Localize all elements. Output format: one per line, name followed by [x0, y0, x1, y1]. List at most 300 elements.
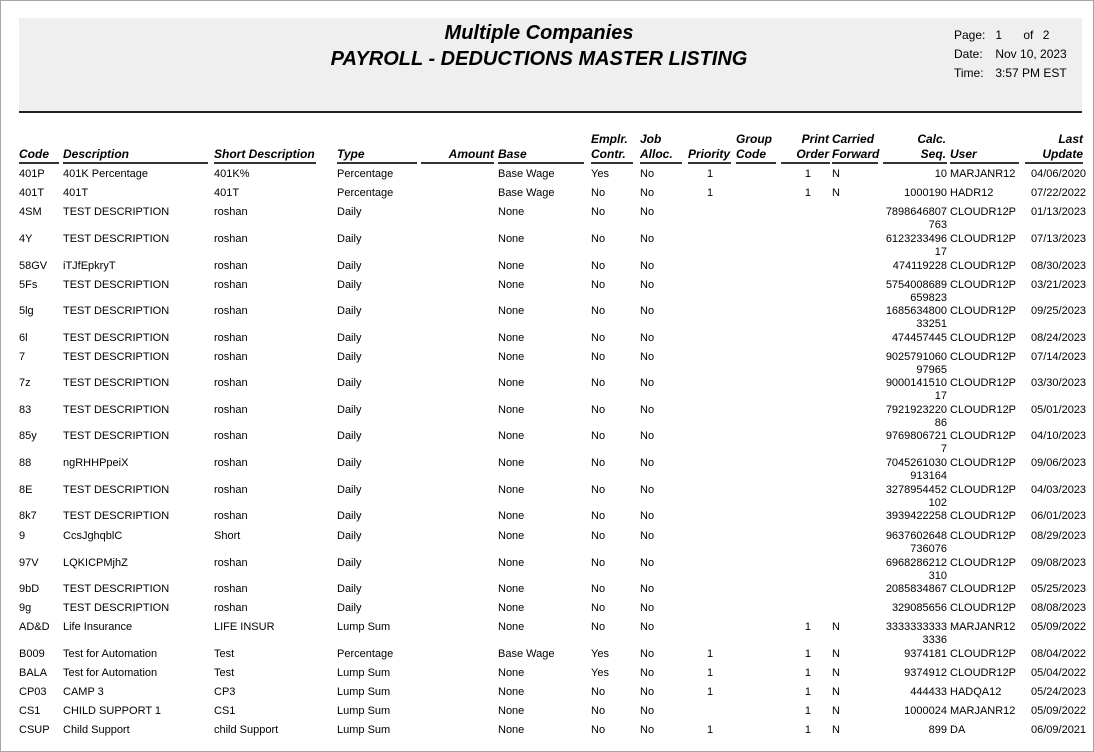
cell-code: 9bD	[19, 583, 40, 595]
cell-description: TEST DESCRIPTION	[63, 583, 170, 595]
table-row	[1, 667, 1094, 680]
cell-seq: 3278954452	[885, 484, 947, 496]
cell-type: Daily	[337, 260, 362, 272]
cell-seq: 474119228	[892, 260, 947, 272]
cell-base: Base Wage	[498, 168, 555, 180]
cell-base: None	[498, 557, 525, 569]
cell-code: 401T	[19, 187, 45, 199]
cell-description: Child Support	[63, 724, 130, 736]
cell-base: None	[498, 279, 525, 291]
col-base: Base	[498, 147, 527, 161]
cell-job: No	[640, 686, 655, 698]
cell-empl: No	[591, 602, 606, 614]
cell-short: LIFE INSUR	[214, 621, 275, 633]
cell-base: None	[498, 260, 525, 272]
cell-type: Daily	[337, 557, 362, 569]
cell-user: CLOUDR12P	[950, 351, 1017, 363]
cell-type: Daily	[337, 457, 362, 469]
cell-type: Daily	[337, 530, 362, 542]
cell-code: 401P	[19, 168, 45, 180]
cell-short: roshan	[214, 305, 248, 317]
cell-updated: 08/08/2023	[1031, 602, 1087, 614]
cell-job: No	[640, 279, 655, 291]
cell-description: CHILD SUPPORT 1	[63, 705, 162, 717]
cell-short: roshan	[214, 233, 248, 245]
cell-code: 88	[19, 457, 32, 469]
cell-short: CP3	[214, 686, 236, 698]
cell-empl: No	[591, 557, 606, 569]
cell-job: No	[640, 430, 655, 442]
cell-job: No	[640, 557, 655, 569]
cell-code: 7z	[19, 377, 31, 389]
cell-updated: 06/01/2023	[1031, 510, 1087, 522]
cell-description: TEST DESCRIPTION	[63, 377, 170, 389]
cell-empl: No	[591, 583, 606, 595]
cell-job: No	[640, 168, 655, 180]
report-title: PAYROLL - DEDUCTIONS MASTER LISTING	[330, 48, 748, 70]
col-carried-forward: Carried Forward	[832, 132, 880, 161]
cell-job: No	[640, 667, 655, 679]
table-row	[1, 260, 1094, 273]
cell-code: 97V	[19, 557, 39, 569]
cell-job: No	[640, 351, 655, 363]
cell-carried: N	[832, 724, 840, 736]
cell-priority: 1	[707, 667, 714, 679]
cell-user: CLOUDR12P	[950, 602, 1017, 614]
cell-base: None	[498, 233, 525, 245]
cell-short: 401T	[214, 187, 240, 199]
cell-seq-continued: 7	[940, 443, 947, 455]
table-row	[1, 530, 1094, 555]
cell-base: None	[498, 667, 525, 679]
report-date: Nov 10, 2023	[995, 47, 1067, 61]
cell-updated: 08/30/2023	[1031, 260, 1087, 272]
cell-user: HADQA12	[950, 686, 1002, 698]
table-row	[1, 648, 1094, 661]
total-pages: 2	[1042, 28, 1050, 42]
cell-type: Daily	[337, 332, 362, 344]
cell-user: CLOUDR12P	[950, 279, 1017, 291]
col-type: Type	[337, 147, 365, 161]
cell-type: Daily	[337, 430, 362, 442]
cell-short: roshan	[214, 557, 248, 569]
cell-updated: 01/13/2023	[1031, 206, 1087, 218]
cell-description: TEST DESCRIPTION	[63, 305, 170, 317]
cell-job: No	[640, 377, 655, 389]
cell-print: 1	[804, 621, 811, 633]
cell-short: child Support	[214, 724, 279, 736]
cell-code: 9	[19, 530, 26, 542]
cell-seq: 3333333333	[885, 621, 947, 633]
cell-seq: 899	[928, 724, 947, 736]
cell-seq-continued: 310	[928, 570, 947, 582]
cell-job: No	[640, 233, 655, 245]
cell-user: CLOUDR12P	[950, 457, 1017, 469]
cell-updated: 09/08/2023	[1031, 557, 1087, 569]
cell-empl: No	[591, 332, 606, 344]
cell-updated: 08/24/2023	[1031, 332, 1087, 344]
cell-empl: Yes	[591, 648, 609, 660]
report-meta	[954, 26, 1067, 83]
cell-empl: No	[591, 530, 606, 542]
table-row	[1, 305, 1094, 330]
col-empl-contr: Emplr. Contr.	[591, 132, 628, 161]
cell-user: HADR12	[950, 187, 994, 199]
cell-short: Short	[214, 530, 241, 542]
cell-updated: 07/13/2023	[1031, 233, 1087, 245]
cell-code: 5lg	[19, 305, 34, 317]
cell-user: CLOUDR12P	[950, 667, 1017, 679]
cell-updated: 05/25/2023	[1031, 583, 1087, 595]
cell-job: No	[640, 187, 655, 199]
cell-carried: N	[832, 648, 840, 660]
cell-seq-continued: 763	[928, 219, 947, 231]
cell-seq-continued: 17	[934, 246, 947, 258]
cell-seq: 9374181	[904, 648, 947, 660]
table-row	[1, 206, 1094, 231]
cell-empl: No	[591, 377, 606, 389]
cell-user: CLOUDR12P	[950, 430, 1017, 442]
cell-base: None	[498, 457, 525, 469]
cell-description: TEST DESCRIPTION	[63, 602, 170, 614]
cell-empl: No	[591, 305, 606, 317]
cell-code: 8k7	[19, 510, 37, 522]
cell-seq: 9025791060	[885, 351, 947, 363]
cell-print: 1	[804, 667, 811, 679]
col-amount: Amount	[448, 147, 494, 161]
cell-base: None	[498, 404, 525, 416]
cell-description: TEST DESCRIPTION	[63, 430, 170, 442]
cell-user: CLOUDR12P	[950, 260, 1017, 272]
cell-empl: No	[591, 279, 606, 291]
cell-description: TEST DESCRIPTION	[63, 484, 170, 496]
col-print-order: Print Order	[796, 132, 829, 161]
cell-seq: 444433	[910, 686, 947, 698]
cell-description: CcsJghqblC	[63, 530, 123, 542]
cell-job: No	[640, 583, 655, 595]
cell-description: TEST DESCRIPTION	[63, 332, 170, 344]
cell-description: 401T	[63, 187, 89, 199]
cell-short: roshan	[214, 260, 248, 272]
cell-updated: 03/30/2023	[1031, 377, 1087, 389]
cell-user: CLOUDR12P	[950, 206, 1017, 218]
company-name: Multiple Companies	[444, 22, 634, 44]
cell-empl: No	[591, 260, 606, 272]
cell-short: roshan	[214, 404, 248, 416]
cell-empl: No	[591, 404, 606, 416]
cell-description: TEST DESCRIPTION	[63, 510, 170, 522]
col-job-alloc: Job Alloc.	[640, 132, 673, 161]
cell-description: iTJfEpkryT	[63, 260, 116, 272]
cell-updated: 04/03/2023	[1031, 484, 1087, 496]
cell-seq: 6968286212	[885, 557, 947, 569]
cell-seq: 3939422258	[885, 510, 947, 522]
cell-description: TEST DESCRIPTION	[63, 351, 170, 363]
cell-updated: 04/06/2020	[1031, 168, 1087, 180]
table-row	[1, 602, 1094, 615]
cell-updated: 05/04/2022	[1031, 667, 1087, 679]
col-priority: Priority	[688, 147, 731, 161]
page-number: 1	[995, 28, 1003, 42]
cell-seq-continued: 33251	[916, 318, 947, 330]
cell-seq: 9000141510	[885, 377, 947, 389]
cell-print: 1	[804, 648, 811, 660]
cell-user: CLOUDR12P	[950, 233, 1017, 245]
table-row	[1, 510, 1094, 523]
cell-job: No	[640, 648, 655, 660]
cell-updated: 08/04/2022	[1031, 648, 1087, 660]
cell-empl: No	[591, 686, 606, 698]
time-info	[954, 64, 1067, 83]
cell-seq-continued: 17	[934, 390, 947, 402]
cell-base: None	[498, 206, 525, 218]
cell-short: CS1	[214, 705, 236, 717]
report-header	[19, 18, 1082, 113]
cell-short: roshan	[214, 351, 248, 363]
col-calc-seq: Calc. Seq.	[917, 132, 946, 161]
cell-print: 1	[804, 686, 811, 698]
cell-base: None	[498, 621, 525, 633]
cell-priority: 1	[707, 168, 714, 180]
table-row	[1, 279, 1094, 304]
cell-job: No	[640, 724, 655, 736]
cell-base: None	[498, 530, 525, 542]
cell-user: MARJANR12	[950, 621, 1016, 633]
cell-carried: N	[832, 187, 840, 199]
report-time: 3:57 PM EST	[995, 66, 1067, 80]
cell-code: 6l	[19, 332, 28, 344]
cell-short: roshan	[214, 457, 248, 469]
cell-code: 83	[19, 404, 32, 416]
cell-job: No	[640, 484, 655, 496]
cell-job: No	[640, 457, 655, 469]
cell-carried: N	[832, 621, 840, 633]
table-row	[1, 404, 1094, 429]
cell-type: Daily	[337, 305, 362, 317]
cell-carried: N	[832, 168, 840, 180]
cell-job: No	[640, 206, 655, 218]
cell-type: Lump Sum	[337, 667, 391, 679]
cell-base: None	[498, 724, 525, 736]
col-short-description: Short Description	[214, 147, 315, 161]
table-row	[1, 484, 1094, 509]
col-user: User	[950, 147, 977, 161]
cell-base: Base Wage	[498, 648, 555, 660]
table-row	[1, 168, 1094, 181]
cell-short: roshan	[214, 583, 248, 595]
cell-updated: 05/01/2023	[1031, 404, 1087, 416]
table-row	[1, 583, 1094, 596]
cell-description: TEST DESCRIPTION	[63, 279, 170, 291]
cell-seq: 9374912	[904, 667, 947, 679]
cell-job: No	[640, 621, 655, 633]
cell-empl: No	[591, 724, 606, 736]
cell-base: None	[498, 351, 525, 363]
date-label: Date:	[954, 47, 983, 61]
cell-updated: 07/14/2023	[1031, 351, 1087, 363]
cell-code: 8E	[19, 484, 33, 496]
cell-seq-continued: 3336	[922, 634, 947, 646]
cell-job: No	[640, 332, 655, 344]
table-row	[1, 557, 1094, 582]
page-label: Page:	[954, 28, 986, 42]
cell-job: No	[640, 305, 655, 317]
cell-description: Life Insurance	[63, 621, 133, 633]
cell-short: Test	[214, 667, 235, 679]
table-row	[1, 332, 1094, 345]
cell-seq-continued: 86	[934, 417, 947, 429]
cell-user: CLOUDR12P	[950, 530, 1017, 542]
cell-seq-continued: 97965	[916, 364, 947, 376]
cell-user: CLOUDR12P	[950, 332, 1017, 344]
cell-base: None	[498, 332, 525, 344]
cell-code: AD&D	[19, 621, 50, 633]
cell-carried: N	[832, 667, 840, 679]
cell-seq: 9637602648	[885, 530, 947, 542]
cell-type: Percentage	[337, 648, 394, 660]
cell-type: Daily	[337, 206, 362, 218]
cell-type: Daily	[337, 510, 362, 522]
cell-type: Lump Sum	[337, 705, 391, 717]
cell-job: No	[640, 404, 655, 416]
cell-carried: N	[832, 705, 840, 717]
cell-base: None	[498, 583, 525, 595]
cell-seq: 7045261030	[885, 457, 947, 469]
cell-type: Daily	[337, 583, 362, 595]
cell-type: Daily	[337, 484, 362, 496]
cell-type: Daily	[337, 351, 362, 363]
cell-seq: 1000024	[904, 705, 947, 717]
cell-user: CLOUDR12P	[950, 557, 1017, 569]
table-row	[1, 705, 1094, 718]
cell-job: No	[640, 705, 655, 717]
col-last-update: Last Update	[1042, 132, 1083, 161]
cell-priority: 1	[707, 648, 714, 660]
cell-short: 401K%	[214, 168, 250, 180]
cell-base: None	[498, 305, 525, 317]
cell-short: roshan	[214, 430, 248, 442]
cell-type: Daily	[337, 602, 362, 614]
col-description: Description	[63, 147, 130, 161]
table-row	[1, 233, 1094, 258]
cell-code: 4Y	[19, 233, 33, 245]
cell-code: B009	[19, 648, 45, 660]
cell-job: No	[640, 602, 655, 614]
cell-short: roshan	[214, 377, 248, 389]
cell-print: 1	[804, 187, 811, 199]
cell-description: Test for Automation	[63, 667, 158, 679]
cell-user: CLOUDR12P	[950, 484, 1017, 496]
cell-base: None	[498, 430, 525, 442]
cell-type: Daily	[337, 279, 362, 291]
cell-seq: 1685634800	[885, 305, 947, 317]
cell-short: roshan	[214, 602, 248, 614]
cell-base: None	[498, 686, 525, 698]
cell-carried: N	[832, 686, 840, 698]
cell-base: None	[498, 484, 525, 496]
cell-updated: 05/09/2022	[1031, 705, 1087, 717]
cell-empl: No	[591, 187, 606, 199]
cell-type: Daily	[337, 377, 362, 389]
cell-code: 5Fs	[19, 279, 38, 291]
cell-type: Lump Sum	[337, 686, 391, 698]
cell-short: roshan	[214, 279, 248, 291]
cell-updated: 05/09/2022	[1031, 621, 1087, 633]
time-label: Time:	[954, 66, 984, 80]
cell-user: DA	[950, 724, 966, 736]
cell-empl: No	[591, 484, 606, 496]
of-label: of	[1023, 28, 1034, 42]
cell-empl: No	[591, 621, 606, 633]
cell-short: roshan	[214, 332, 248, 344]
cell-empl: No	[591, 351, 606, 363]
cell-user: CLOUDR12P	[950, 377, 1017, 389]
cell-updated: 05/24/2023	[1031, 686, 1087, 698]
cell-type: Daily	[337, 233, 362, 245]
table-row	[1, 351, 1094, 376]
table-row	[1, 686, 1094, 699]
cell-seq: 474457445	[891, 332, 947, 344]
cell-base: Base Wage	[498, 187, 555, 199]
cell-print: 1	[804, 168, 811, 180]
cell-type: Percentage	[337, 187, 394, 199]
cell-updated: 06/09/2021	[1031, 724, 1087, 736]
cell-code: CS1	[19, 705, 41, 717]
cell-empl: No	[591, 705, 606, 717]
cell-empl: No	[591, 457, 606, 469]
cell-updated: 03/21/2023	[1031, 279, 1087, 291]
cell-description: TEST DESCRIPTION	[63, 206, 170, 218]
cell-empl: No	[591, 430, 606, 442]
date-info	[954, 45, 1067, 64]
cell-seq: 329085656	[891, 602, 947, 614]
cell-updated: 09/06/2023	[1031, 457, 1087, 469]
cell-user: CLOUDR12P	[950, 510, 1017, 522]
cell-user: MARJANR12	[950, 705, 1016, 717]
cell-code: CSUP	[19, 724, 50, 736]
cell-priority: 1	[707, 686, 714, 698]
cell-code: 58GV	[19, 260, 48, 272]
cell-updated: 09/25/2023	[1031, 305, 1087, 317]
cell-code: 4SM	[19, 206, 42, 218]
table-row	[1, 430, 1094, 455]
cell-short: roshan	[214, 510, 248, 522]
col-group-code: Group Code	[736, 132, 772, 161]
table-row	[1, 621, 1094, 646]
cell-short: roshan	[214, 206, 248, 218]
cell-user: CLOUDR12P	[950, 648, 1017, 660]
cell-seq: 6123233496	[885, 233, 947, 245]
cell-seq: 7921923220	[885, 404, 947, 416]
cell-seq: 5754008689	[885, 279, 947, 291]
cell-seq: 1000190	[904, 187, 947, 199]
cell-code: CP03	[19, 686, 47, 698]
cell-type: Lump Sum	[337, 621, 391, 633]
cell-description: TEST DESCRIPTION	[63, 233, 170, 245]
cell-base: None	[498, 602, 525, 614]
cell-print: 1	[804, 705, 811, 717]
cell-empl: No	[591, 233, 606, 245]
cell-type: Percentage	[337, 168, 394, 180]
cell-empl: No	[591, 206, 606, 218]
cell-user: CLOUDR12P	[950, 404, 1017, 416]
cell-empl: No	[591, 510, 606, 522]
cell-code: BALA	[19, 667, 48, 679]
cell-user: MARJANR12	[950, 168, 1016, 180]
cell-seq-continued: 102	[928, 497, 947, 509]
cell-seq: 7898646807	[885, 206, 947, 218]
cell-description: LQKICPMjhZ	[63, 557, 128, 569]
